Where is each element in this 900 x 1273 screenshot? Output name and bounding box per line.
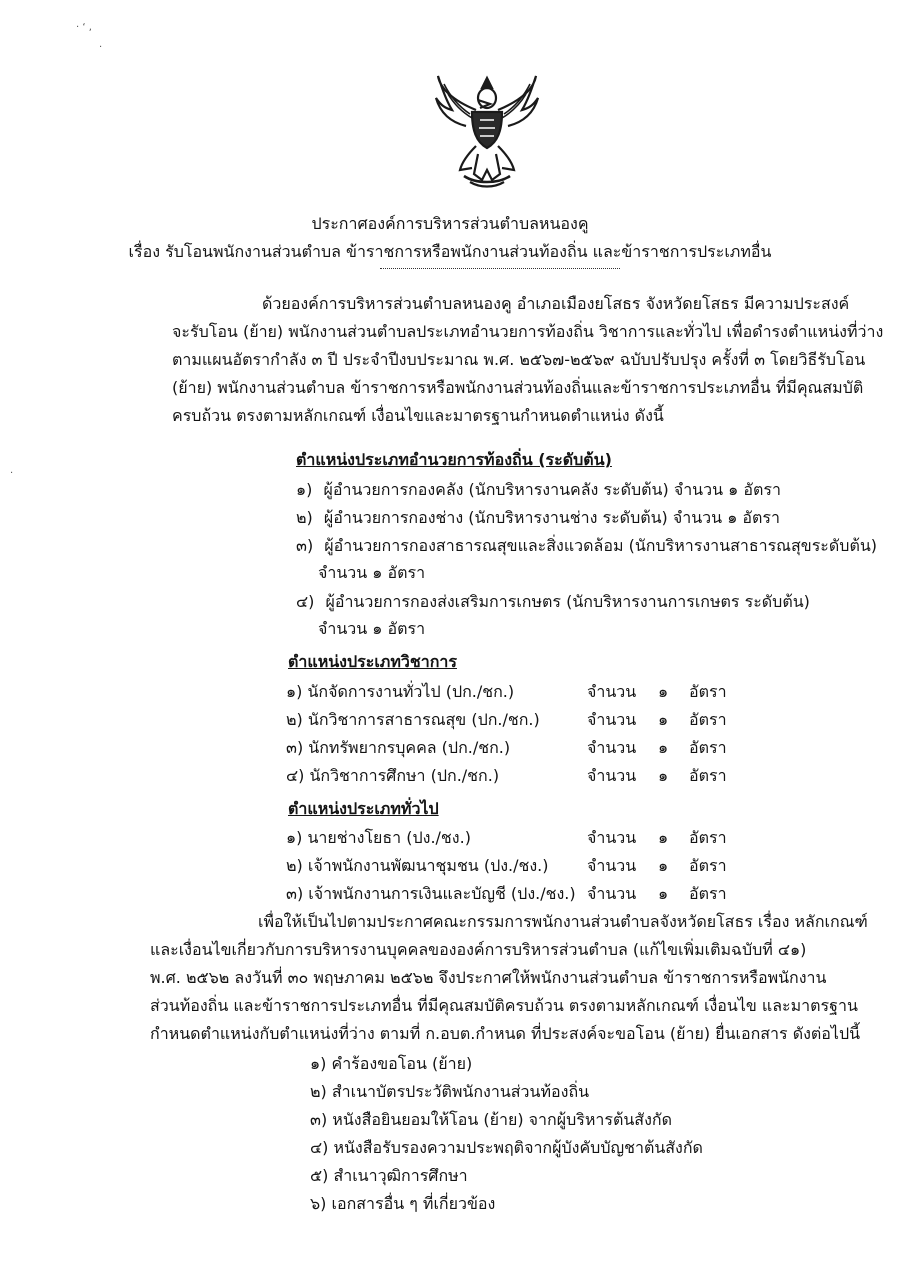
count-label: จำนวน xyxy=(587,682,637,701)
announcement-title: ประกาศองค์การบริหารส่วนตำบลหนองคู xyxy=(311,214,589,233)
scan-speck: · xyxy=(99,42,103,53)
count-label: จำนวน xyxy=(587,710,637,729)
announcement-subject: เรื่อง รับโอนพนักงานส่วนตำบล ข้าราชการหรือพนักงานส่วนท้องถิ่น และข้าราชการประเภทอื่น xyxy=(128,242,772,261)
position-name: ๒) นักวิชาการสาธารณสุข (ปก./ชก.) xyxy=(286,710,540,729)
document-item: ๔) หนังสือรับรองความประพฤติจากผู้บังคับบัญชาต้นสังกัด xyxy=(310,1138,703,1157)
item-text: ผู้อำนวยการกองช่าง (นักบริหารงานช่าง ระดับต้น) จำนวน ๑ อัตรา xyxy=(323,508,781,527)
item-number: ๒) xyxy=(296,508,313,527)
rate-label: อัตรา xyxy=(689,828,727,847)
item-text: ผู้อำนวยการกองสาธารณสุขและสิ่งแวดล้อม (นักบริหารงานสาธารณสุขระดับต้น) xyxy=(324,536,878,555)
count-label: จำนวน xyxy=(587,828,637,847)
body-line: เพื่อให้เป็นไปตามประกาศคณะกรรมการพนักงานส่วนตำบลจังหวัดยโสธร เรื่อง หลักเกณฑ์ xyxy=(258,912,868,931)
item-number: ๓) xyxy=(296,536,314,555)
rate-label: อัตรา xyxy=(689,710,727,729)
intro-line: ด้วยองค์การบริหารส่วนตำบลหนองคู อำเภอเมืองยโสธร จังหวัดยโสธร มีความประสงค์ xyxy=(262,294,850,313)
divider xyxy=(380,268,620,269)
document-item: ๒) สำเนาบัตรประวัติพนักงานส่วนท้องถิ่น xyxy=(310,1082,590,1101)
table-row xyxy=(286,854,886,878)
table-row xyxy=(286,764,886,788)
table-row xyxy=(286,882,886,906)
position-name: ๒) เจ้าพนักงานพัฒนาชุมชน (ปง./ชง.) xyxy=(286,856,549,875)
section-heading-general: ตำแหน่งประเภททั่วไป xyxy=(288,799,439,818)
count-label: จำนวน xyxy=(587,766,637,785)
intro-line: ตามแผนอัตรากำลัง ๓ ปี ประจำปีงบประมาณ พ.ศ. ๒๕๖๗-๒๕๖๙ ฉบับปรับปรุง ครั้งที่ ๓ โดยวิธีรับโอน xyxy=(172,350,866,369)
body-line: พ.ศ. ๒๕๖๒ ลงวันที่ ๓๐ พฤษภาคม ๒๕๖๒ จึงประกาศให้พนักงานส่วนตำบล ข้าราชการหรือพนักงาน xyxy=(150,968,827,987)
table-row xyxy=(286,680,886,704)
position-name: ๓) นักทรัพยากรบุคคล (ปก./ชก.) xyxy=(286,738,511,757)
document-item: ๕) สำเนาวุฒิการศึกษา xyxy=(310,1166,468,1185)
item-number: ๑) xyxy=(296,480,313,499)
intro-line: (ย้าย) พนักงานส่วนตำบล ข้าราชการหรือพนักงานส่วนท้องถิ่นและข้าราชการประเภทอื่น ที่มีคุณสมบัติ xyxy=(172,378,864,397)
count-value: ๑ xyxy=(658,682,669,701)
table-row xyxy=(286,708,886,732)
scan-speck: · ‘ , xyxy=(76,22,92,33)
rate-label: อัตรา xyxy=(689,856,727,875)
position-name: ๑) นายช่างโยธา (ปง./ชง.) xyxy=(286,828,471,847)
scan-speck: · xyxy=(10,468,14,479)
document-item: ๓) หนังสือยินยอมให้โอน (ย้าย) จากผู้บริหารต้นสังกัด xyxy=(310,1110,672,1129)
position-name: ๓) เจ้าพนักงานการเงินและบัญชี (ปง./ชง.) xyxy=(286,884,576,903)
body-line: และเงื่อนไขเกี่ยวกับการบริหารงานบุคคลขององค์การบริหารส่วนตำบล (แก้ไขเพิ่มเติมฉบับที่ ๔๑) xyxy=(150,940,807,959)
count-label: จำนวน xyxy=(587,884,637,903)
rate-label: อัตรา xyxy=(689,766,727,785)
document-item: ๖) เอกสารอื่น ๆ ที่เกี่ยวข้อง xyxy=(310,1194,496,1213)
body-line: กำหนดตำแหน่งกับตำแหน่งที่ว่าง ตามที่ ก.อบต.กำหนด ที่ประสงค์จะขอโอน (ย้าย) ยื่นเอกสาร ดังต่อไปนี้ xyxy=(150,1024,861,1043)
count-value: ๑ xyxy=(658,738,669,757)
list-item xyxy=(296,478,781,503)
rate-label: อัตรา xyxy=(689,884,727,903)
count-value: ๑ xyxy=(658,710,669,729)
list-item xyxy=(296,506,780,531)
count-value: ๑ xyxy=(658,884,669,903)
section-heading-academic: ตำแหน่งประเภทวิชาการ xyxy=(288,652,457,671)
document-item: ๑) คำร้องขอโอน (ย้าย) xyxy=(310,1054,473,1073)
garuda-emblem-icon xyxy=(432,70,542,190)
list-item-continuation: จำนวน ๑ อัตรา xyxy=(318,563,426,582)
section-heading-local: ตำแหน่งประเภทอำนวยการท้องถิ่น (ระดับต้น) xyxy=(296,450,612,469)
count-value: ๑ xyxy=(658,856,669,875)
rate-label: อัตรา xyxy=(689,738,727,757)
count-value: ๑ xyxy=(658,766,669,785)
intro-line: จะรับโอน (ย้าย) พนักงานส่วนตำบลประเภทอำนวยการท้องถิ่น วิชาการและทั่วไป เพื่อดำรงตำแหน่งที่ว่าง xyxy=(172,322,884,341)
item-text: ผู้อำนวยการกองคลัง (นักบริหารงานคลัง ระดับต้น) จำนวน ๑ อัตรา xyxy=(323,480,781,499)
body-line: ส่วนท้องถิ่น และข้าราชการประเภทอื่น ที่มีคุณสมบัติครบถ้วน ตรงตามหลักเกณฑ์ เงื่อนไข และมาตรฐาน xyxy=(150,996,858,1015)
rate-label: อัตรา xyxy=(689,682,727,701)
list-item xyxy=(296,590,810,615)
count-label: จำนวน xyxy=(587,856,637,875)
count-value: ๑ xyxy=(658,828,669,847)
intro-line: ครบถ้วน ตรงตามหลักเกณฑ์ เงื่อนไขและมาตรฐานกำหนดตำแหน่ง ดังนี้ xyxy=(172,406,664,425)
item-text: ผู้อำนวยการกองส่งเสริมการเกษตร (นักบริหารงานการเกษตร ระดับต้น) xyxy=(325,592,810,611)
item-number: ๔) xyxy=(296,592,315,611)
list-item-continuation: จำนวน ๑ อัตรา xyxy=(318,619,426,638)
position-name: ๔) นักวิชาการศึกษา (ปก./ชก.) xyxy=(286,766,500,785)
position-name: ๑) นักจัดการงานทั่วไป (ปก./ชก.) xyxy=(286,682,515,701)
list-item xyxy=(296,534,877,559)
count-label: จำนวน xyxy=(587,738,637,757)
table-row xyxy=(286,736,886,760)
table-row xyxy=(286,826,886,850)
